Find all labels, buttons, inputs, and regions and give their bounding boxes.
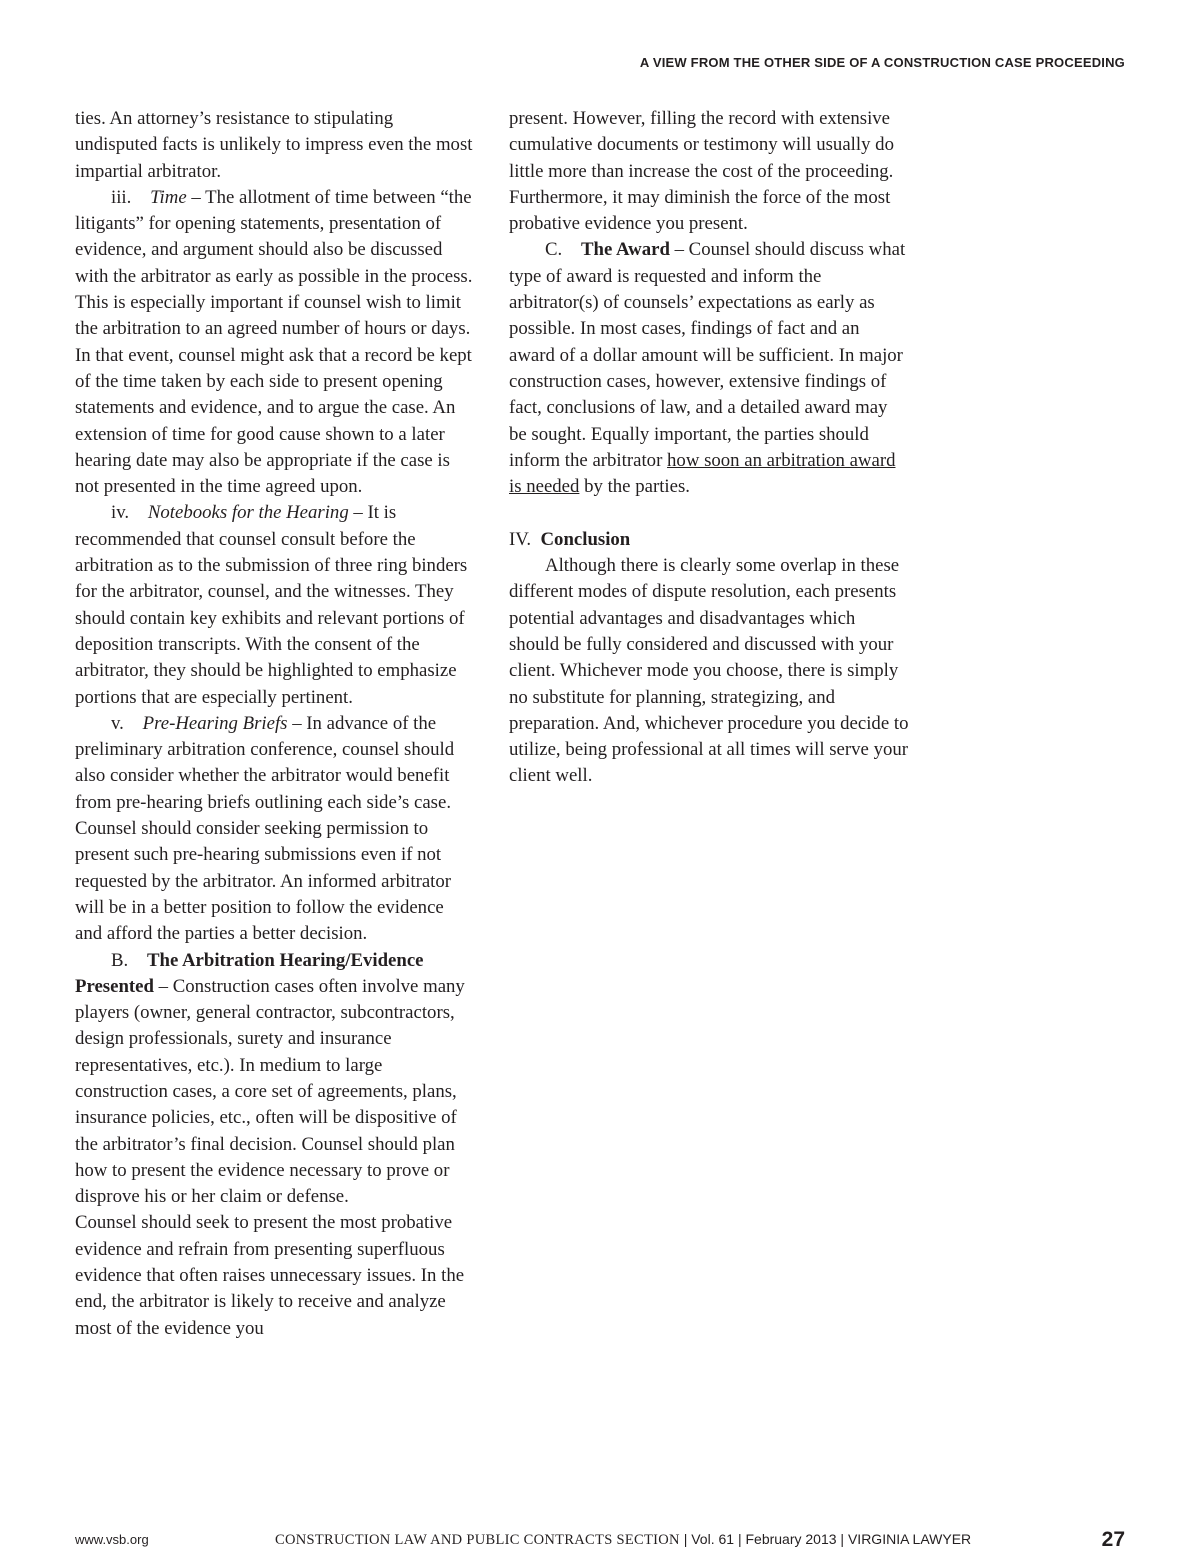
- spacer: [509, 500, 909, 526]
- left-column: [75, 106, 475, 1342]
- item-body: – In advance of the preliminary arbitration conference, counsel should also consider whether the arbitrator would benefit from pre-hearing briefs outlining each side’s case. Counsel should consider seeking permission to present such pre-hearing submissions even if not requested by the arbitrator. An informed arbitrator will be in a better position to follow the evidence and afford the parties a better decision.: [75, 712, 455, 945]
- footer-publication: [275, 1531, 971, 1549]
- item-number: iv.: [111, 502, 130, 524]
- section-name: CONSTRUCTION LAW AND PUBLIC CONTRACTS SECTION: [275, 1532, 680, 1548]
- website-url: www.vsb.org: [75, 1532, 149, 1547]
- separator: |: [734, 1531, 746, 1547]
- paragraph-continued: present. However, filling the record with extensive cumulative documents or testimony will usually do little more than increase the cost of the proceeding. Furthermore, it may diminish the force of the most probative evidence you present.: [509, 108, 894, 235]
- separator: |: [679, 1531, 692, 1547]
- running-head: A VIEW FROM THE OTHER SIDE OF A CONSTRUCTION CASE PROCEEDING: [639, 55, 1125, 70]
- conclusion-heading: [509, 527, 909, 553]
- volume: Vol. 61: [691, 1531, 735, 1547]
- section-body-end: by the parties.: [579, 476, 690, 498]
- section-heading: The Award: [581, 239, 670, 261]
- issue-date: February 2013: [745, 1531, 837, 1547]
- magazine-name: VIRGINIA LAWYER: [847, 1531, 972, 1547]
- paragraph-notebooks: [75, 500, 475, 710]
- paragraph-continued: ties. An attorney’s resistance to stipulating undisputed facts is unlikely to impress even the most impartial arbitrator.: [75, 108, 473, 182]
- item-number: iii.: [111, 186, 132, 208]
- section-body: – Counsel should discuss what type of award is requested and inform the arbitrator(s) of counsels’ expectations as early as possible. In most cases, findings of fact and an award of a dollar amount will be sufficient. In major construction cases, however, extensive findings of fact, conclusions of law, and a detailed award may be sought. Equally important, the parties should inform the arbitrator: [509, 239, 906, 471]
- right-column: [509, 106, 909, 790]
- paragraph-award: [509, 237, 909, 500]
- underlined-text: how soon an arbitration award is needed: [509, 449, 896, 498]
- roman-numeral: IV.: [509, 528, 532, 550]
- page-footer: [75, 1530, 1125, 1554]
- item-body: – The allotment of time between “the litigants” for opening statements, presentation of evidence, and argument should also be discussed with the arbitrator as early as possible in the process. This is especially important if counsel wish to limit the arbitration to an agreed number of hours or days. In that event, counsel might ask that a record be kept of the time taken by each side to present opening statements and evidence, and to argue the case. An extension of time for good cause shown to a later hearing date may also be appropriate if the case is not presented in the time agreed upon.: [75, 186, 473, 498]
- page-number: 27: [1101, 1528, 1125, 1551]
- item-body: – It is recommended that counsel consult before the arbitration as to the submission of three ring binders for the arbitrator, counsel, and the witnesses. They should contain key exhibits and relevant portions of deposition transcripts. With the consent of the arbitrator, they should be highlighted to emphasize portions that are especially pertinent.: [75, 502, 468, 708]
- section-body: – Construction cases often involve many players (owner, general contractor, subcontractors, design professionals, surety and insurance representatives, etc.). In medium to large construction cases, a core set of agreements, plans, insurance policies, etc., often will be dispositive of the arbitrator’s final decision. Counsel should plan how to present the evidence necessary to prove or disprove his or her claim or defense.: [75, 975, 465, 1208]
- paragraph-conclusion: Although there is clearly some overlap in these different modes of dispute resolution, each presents potential advantages and disadvantages which should be fully considered and discussed with your client. Whichever mode you choose, there is simply no substitute for planning, strategizing, and preparation. And, whichever procedure you decide to utilize, being professional at all times will serve your client well.: [509, 555, 909, 787]
- paragraph-probative: Counsel should seek to present the most probative evidence and refrain from presenting superfluous evidence that often raises unnecessary issues. In the end, the arbitrator is likely to receive and analyze most of the evidence you: [75, 1212, 465, 1339]
- paragraph-hearing: [75, 948, 475, 1211]
- item-number: v.: [111, 712, 124, 734]
- section-heading: The Arbitration Hearing/Evidence Presented: [75, 949, 424, 997]
- item-heading: Notebooks for the Hearing: [147, 502, 349, 524]
- heading-text: Conclusion: [540, 528, 631, 550]
- paragraph-briefs: [75, 711, 475, 948]
- separator: |: [836, 1531, 848, 1547]
- section-letter: B.: [111, 949, 129, 971]
- item-heading: Pre-Hearing Briefs: [142, 712, 288, 734]
- item-heading: Time: [150, 186, 187, 208]
- section-letter: C.: [545, 239, 563, 261]
- paragraph-time: [75, 185, 475, 501]
